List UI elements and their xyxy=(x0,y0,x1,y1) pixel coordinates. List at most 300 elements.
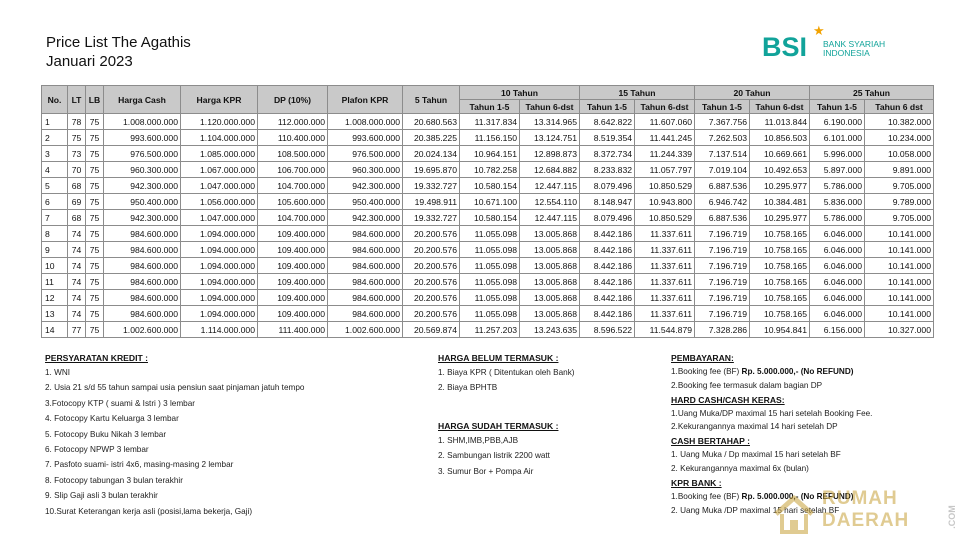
table-cell: 8.442.186 xyxy=(580,258,635,274)
table-cell: 13.314.965 xyxy=(520,114,580,130)
table-cell: 993.600.000 xyxy=(104,130,181,146)
table-cell: 11.337.611 xyxy=(635,290,695,306)
table-cell: 11.337.611 xyxy=(635,274,695,290)
table-cell: 109.400.000 xyxy=(258,290,328,306)
table-cell: 950.400.000 xyxy=(104,194,181,210)
table-cell: 1.094.000.000 xyxy=(181,226,258,242)
table-cell: 109.400.000 xyxy=(258,274,328,290)
table-cell: 1.008.000.000 xyxy=(104,114,181,130)
table-cell: 7.262.503 xyxy=(695,130,750,146)
table-cell: 976.500.000 xyxy=(104,146,181,162)
logo-text xyxy=(823,40,885,58)
table-cell: 5.836.000 xyxy=(810,194,865,210)
table-cell: 74 xyxy=(68,242,86,258)
list-item: 3.Fotocopy KTP ( suami & Istri ) 3 lembar xyxy=(45,398,196,408)
table-cell: 11.055.098 xyxy=(460,306,520,322)
table-cell: 75 xyxy=(86,210,104,226)
table-cell: 11.055.098 xyxy=(460,274,520,290)
list-item-bold: Rp. 5.000.000,- (No REFUND) xyxy=(741,367,854,376)
table-cell: 10.141.000 xyxy=(865,242,934,258)
table-cell: 10.382.000 xyxy=(865,114,934,130)
table-cell: 10.856.503 xyxy=(750,130,810,146)
table-cell: 10.943.800 xyxy=(635,194,695,210)
kpr-bank-title: KPR BANK : xyxy=(671,477,722,488)
col-header-5-tahun: 5 Tahun xyxy=(403,86,460,114)
table-cell: 10.758.165 xyxy=(750,290,810,306)
table-cell: 1.067.000.000 xyxy=(181,162,258,178)
table-row xyxy=(42,290,934,306)
table-cell: 20.385.225 xyxy=(403,130,460,146)
table-cell: 13.005.868 xyxy=(520,306,580,322)
table-cell: 5.786.000 xyxy=(810,210,865,226)
table-cell: 1.094.000.000 xyxy=(181,274,258,290)
table-cell: 5.786.000 xyxy=(810,178,865,194)
table-cell: 942.300.000 xyxy=(104,178,181,194)
table-cell: 77 xyxy=(68,322,86,338)
title-line-2: Januari 2023 xyxy=(46,53,133,70)
table-cell: 75 xyxy=(86,242,104,258)
list-item: 2. Usia 21 s/d 55 tahun sampai usia pensiun saat pinjaman jatuh tempo xyxy=(45,383,305,393)
table-cell: 8.079.496 xyxy=(580,178,635,194)
table-cell: 9 xyxy=(42,242,68,258)
table-cell: 960.300.000 xyxy=(104,162,181,178)
table-cell: 75 xyxy=(86,322,104,338)
table-cell: 11.057.797 xyxy=(635,162,695,178)
table-cell: 1.114.000.000 xyxy=(181,322,258,338)
table-row xyxy=(42,210,934,226)
table-row xyxy=(42,178,934,194)
sub-header: Tahun 1-5 xyxy=(460,100,520,114)
table-cell: 7 xyxy=(42,210,68,226)
table-cell: 984.600.000 xyxy=(328,258,403,274)
col-group-20-tahun: 20 Tahun xyxy=(695,86,810,100)
pembayaran-title: PEMBAYARAN: xyxy=(671,353,734,363)
table-cell: 75 xyxy=(86,178,104,194)
table-cell: 10.141.000 xyxy=(865,306,934,322)
table-cell: 1.008.000.000 xyxy=(328,114,403,130)
table-cell: 1.094.000.000 xyxy=(181,242,258,258)
logo-mark: BSI xyxy=(762,32,808,62)
price-table-body xyxy=(42,114,934,338)
table-cell: 7.196.719 xyxy=(695,290,750,306)
table-cell: 6.046.000 xyxy=(810,274,865,290)
table-cell: 1.002.600.000 xyxy=(104,322,181,338)
table-cell: 10.669.661 xyxy=(750,146,810,162)
table-cell: 106.700.000 xyxy=(258,162,328,178)
table-cell: 109.400.000 xyxy=(258,306,328,322)
table-cell: 20.024.134 xyxy=(403,146,460,162)
table-cell: 6.887.536 xyxy=(695,210,750,226)
table-cell: 6.190.000 xyxy=(810,114,865,130)
table-cell: 1.094.000.000 xyxy=(181,306,258,322)
harga-sudah-title: HARGA SUDAH TERMASUK : xyxy=(438,421,559,431)
table-cell: 9.705.000 xyxy=(865,178,934,194)
table-cell: 9.705.000 xyxy=(865,210,934,226)
watermark xyxy=(772,486,972,548)
bsi-logo xyxy=(762,23,942,68)
col-header-plafon: Plafon KPR xyxy=(328,86,403,114)
sub-header: Tahun 6-dst xyxy=(520,100,580,114)
table-cell: 20.200.576 xyxy=(403,274,460,290)
table-cell: 19.332.727 xyxy=(403,178,460,194)
table-cell: 8.372.734 xyxy=(580,146,635,162)
table-cell: 11 xyxy=(42,274,68,290)
table-cell: 12.447.115 xyxy=(520,178,580,194)
hard-cash-title: HARD CASH/CASH KERAS: xyxy=(671,394,785,405)
table-cell: 1.094.000.000 xyxy=(181,258,258,274)
table-cell: 993.600.000 xyxy=(328,130,403,146)
table-cell: 7.137.514 xyxy=(695,146,750,162)
table-cell: 10.327.000 xyxy=(865,322,934,338)
table-cell: 20.200.576 xyxy=(403,258,460,274)
table-cell: 75 xyxy=(86,114,104,130)
table-cell: 8.519.354 xyxy=(580,130,635,146)
table-row xyxy=(42,130,934,146)
sub-header: Tahun 6 dst xyxy=(865,100,934,114)
table-cell: 78 xyxy=(68,114,86,130)
table-cell: 11.257.203 xyxy=(460,322,520,338)
list-item: 1. SHM,IMB,PBB,AJB xyxy=(438,436,519,445)
table-cell: 10.580.154 xyxy=(460,178,520,194)
table-cell: 11.544.879 xyxy=(635,322,695,338)
table-row xyxy=(42,322,934,338)
table-cell: 7.196.719 xyxy=(695,242,750,258)
table-cell: 984.600.000 xyxy=(104,306,181,322)
watermark-line-2: DAERAH xyxy=(822,510,910,531)
table-cell: 1.085.000.000 xyxy=(181,146,258,162)
table-cell: 6.046.000 xyxy=(810,242,865,258)
table-cell: 13.005.868 xyxy=(520,242,580,258)
table-cell: 10.058.000 xyxy=(865,146,934,162)
table-cell: 14 xyxy=(42,322,68,338)
table-cell: 12.554.110 xyxy=(520,194,580,210)
table-cell: 9.891.000 xyxy=(865,162,934,178)
table-cell: 11.337.611 xyxy=(635,306,695,322)
harga-belum-section xyxy=(438,351,648,396)
table-cell: 10.758.165 xyxy=(750,274,810,290)
table-cell: 11.337.611 xyxy=(635,242,695,258)
table-cell: 6.046.000 xyxy=(810,226,865,242)
table-cell: 13.243.635 xyxy=(520,322,580,338)
table-row xyxy=(42,274,934,290)
table-cell: 7.328.286 xyxy=(695,322,750,338)
sub-header: Tahun 6-dst xyxy=(635,100,695,114)
table-cell: 74 xyxy=(68,226,86,242)
table-cell: 11.055.098 xyxy=(460,226,520,242)
cash-bertahap-title: CASH BERTAHAP : xyxy=(671,436,750,447)
col-header-harga-cash: Harga Cash xyxy=(104,86,181,114)
table-cell: 5 xyxy=(42,178,68,194)
table-cell: 1.047.000.000 xyxy=(181,210,258,226)
list-item: 2.Booking fee termasuk dalam bagian DP xyxy=(671,380,823,390)
list-item-bold: Rp. 5.000.000,- (No REFUND) xyxy=(741,491,854,501)
table-cell: 74 xyxy=(68,306,86,322)
table-cell: 8.233.832 xyxy=(580,162,635,178)
table-cell: 5.996.000 xyxy=(810,146,865,162)
table-cell: 984.600.000 xyxy=(328,226,403,242)
table-cell: 10.141.000 xyxy=(865,274,934,290)
table-row xyxy=(42,146,934,162)
table-cell: 13.005.868 xyxy=(520,258,580,274)
star-icon: ★ xyxy=(813,23,825,38)
table-cell: 11.441.245 xyxy=(635,130,695,146)
table-cell: 70 xyxy=(68,162,86,178)
table-cell: 8.442.186 xyxy=(580,242,635,258)
table-cell: 8.596.522 xyxy=(580,322,635,338)
table-cell: 6.946.742 xyxy=(695,194,750,210)
table-cell: 984.600.000 xyxy=(328,274,403,290)
table-cell: 6.046.000 xyxy=(810,258,865,274)
list-item-text: 1.Booking fee (BF) xyxy=(671,367,742,376)
col-header-no: No. xyxy=(42,86,68,114)
price-table xyxy=(41,85,934,338)
table-cell: 75 xyxy=(86,194,104,210)
table-cell: 8.442.186 xyxy=(580,226,635,242)
table-cell: 20.200.576 xyxy=(403,306,460,322)
table-row xyxy=(42,306,934,322)
logo-text-line-2: INDONESIA xyxy=(823,48,870,58)
table-cell: 109.400.000 xyxy=(258,226,328,242)
title-line-1: Price List The Agathis xyxy=(46,34,191,51)
table-cell: 6.887.536 xyxy=(695,178,750,194)
list-item: 1. WNI xyxy=(45,368,71,377)
table-cell: 12.898.873 xyxy=(520,146,580,162)
watermark-line-1: RUMAH xyxy=(822,488,898,509)
table-cell: 13.005.868 xyxy=(520,274,580,290)
persyaratan-title: PERSYARATAN KREDIT : xyxy=(45,353,148,363)
table-cell: 20.680.563 xyxy=(403,114,460,130)
table-cell: 10.758.165 xyxy=(750,306,810,322)
table-cell: 960.300.000 xyxy=(328,162,403,178)
table-cell: 6.046.000 xyxy=(810,306,865,322)
table-cell: 75 xyxy=(86,274,104,290)
watermark-suffix: .COM xyxy=(946,505,957,529)
harga-belum-title: HARGA BELUM TERMASUK : xyxy=(438,353,559,363)
table-cell: 2 xyxy=(42,130,68,146)
list-item: 2. Uang Muka /DP maximal 15 hari setelah BF xyxy=(671,505,840,515)
table-cell: 984.600.000 xyxy=(328,306,403,322)
table-cell: 10.384.481 xyxy=(750,194,810,210)
table-cell: 950.400.000 xyxy=(328,194,403,210)
table-cell: 13.005.868 xyxy=(520,226,580,242)
table-cell: 10.964.151 xyxy=(460,146,520,162)
table-cell: 984.600.000 xyxy=(328,242,403,258)
table-cell: 11.337.611 xyxy=(635,258,695,274)
list-item: 1. Uang Muka / Dp maximal 15 hari setelah BF xyxy=(671,450,841,460)
house-icon xyxy=(772,492,816,536)
table-cell: 6.046.000 xyxy=(810,290,865,306)
table-cell: 13 xyxy=(42,306,68,322)
table-cell: 13.005.868 xyxy=(520,290,580,306)
table-cell: 10 xyxy=(42,258,68,274)
list-item: 2. Sambungan listrik 2200 watt xyxy=(438,451,550,461)
table-cell: 976.500.000 xyxy=(328,146,403,162)
table-cell: 73 xyxy=(68,146,86,162)
table-cell: 10.782.258 xyxy=(460,162,520,178)
table-cell: 7.196.719 xyxy=(695,274,750,290)
table-cell: 10.295.977 xyxy=(750,178,810,194)
table-cell: 11.317.834 xyxy=(460,114,520,130)
table-cell: 7.367.756 xyxy=(695,114,750,130)
table-cell: 6.101.000 xyxy=(810,130,865,146)
col-header-harga-kpr: Harga KPR xyxy=(181,86,258,114)
col-group-10-tahun: 10 Tahun xyxy=(460,86,580,100)
logo-text-line-1: BANK SYARIAH xyxy=(823,39,886,49)
table-row xyxy=(42,226,934,242)
col-group-25-tahun: 25 Tahun xyxy=(810,86,934,100)
table-cell: 13.124.751 xyxy=(520,130,580,146)
list-item: 6. Fotocopy NPWP 3 lembar xyxy=(45,445,149,455)
table-cell: 942.300.000 xyxy=(328,178,403,194)
table-cell: 7.196.719 xyxy=(695,306,750,322)
list-item: 2.Kekurangannya maximal 14 hari setelah DP xyxy=(671,422,838,432)
table-cell: 10.492.653 xyxy=(750,162,810,178)
table-row xyxy=(42,114,934,130)
table-cell: 7.019.104 xyxy=(695,162,750,178)
table-cell: 8 xyxy=(42,226,68,242)
list-item: 5. Fotocopy Buku Nikah 3 lembar xyxy=(45,429,167,439)
table-cell: 11.244.339 xyxy=(635,146,695,162)
list-item-text: 1.Booking fee (BF) xyxy=(671,491,742,501)
table-cell: 112.000.000 xyxy=(258,114,328,130)
table-cell: 984.600.000 xyxy=(104,290,181,306)
table-cell: 104.700.000 xyxy=(258,178,328,194)
table-cell: 11.607.060 xyxy=(635,114,695,130)
table-cell: 11.055.098 xyxy=(460,290,520,306)
table-cell: 5.897.000 xyxy=(810,162,865,178)
table-row xyxy=(42,162,934,178)
table-cell: 74 xyxy=(68,290,86,306)
table-cell: 74 xyxy=(68,258,86,274)
table-header-row-1 xyxy=(42,86,934,100)
table-cell: 8.079.496 xyxy=(580,210,635,226)
table-cell: 10.758.165 xyxy=(750,258,810,274)
table-cell: 984.600.000 xyxy=(104,258,181,274)
table-cell: 20.200.576 xyxy=(403,242,460,258)
list-item xyxy=(671,365,931,379)
table-cell: 10.850.529 xyxy=(635,178,695,194)
persyaratan-section xyxy=(45,351,405,519)
table-cell: 19.498.911 xyxy=(403,194,460,210)
table-cell: 75 xyxy=(86,306,104,322)
table-row xyxy=(42,242,934,258)
table-cell: 74 xyxy=(68,274,86,290)
table-cell: 10.758.165 xyxy=(750,242,810,258)
sub-header: Tahun 1-5 xyxy=(810,100,865,114)
table-cell: 10.234.000 xyxy=(865,130,934,146)
table-cell: 8.442.186 xyxy=(580,274,635,290)
table-cell: 110.400.000 xyxy=(258,130,328,146)
table-cell: 11.156.150 xyxy=(460,130,520,146)
table-cell: 1.002.600.000 xyxy=(328,322,403,338)
table-cell: 20.200.576 xyxy=(403,290,460,306)
table-cell: 75 xyxy=(86,226,104,242)
table-cell: 1.056.000.000 xyxy=(181,194,258,210)
table-cell: 108.500.000 xyxy=(258,146,328,162)
list-item: 2. Biaya BPHTB xyxy=(438,383,498,393)
table-cell: 20.200.576 xyxy=(403,226,460,242)
table-cell: 68 xyxy=(68,210,86,226)
list-item: 7. Pasfoto suami- istri 4x6, masing-masing 2 lembar xyxy=(45,460,234,470)
table-cell: 12 xyxy=(42,290,68,306)
table-cell: 10.758.165 xyxy=(750,226,810,242)
table-cell: 6.156.000 xyxy=(810,322,865,338)
table-cell: 75 xyxy=(86,258,104,274)
table-cell: 75 xyxy=(86,146,104,162)
table-cell: 7.196.719 xyxy=(695,258,750,274)
col-header-dp: DP (10%) xyxy=(258,86,328,114)
table-cell: 10.671.100 xyxy=(460,194,520,210)
table-cell: 10.580.154 xyxy=(460,210,520,226)
table-cell: 10.141.000 xyxy=(865,258,934,274)
col-group-15-tahun: 15 Tahun xyxy=(580,86,695,100)
table-cell: 10.954.841 xyxy=(750,322,810,338)
table-cell: 1.120.000.000 xyxy=(181,114,258,130)
col-header-lt: LT xyxy=(68,86,86,114)
table-cell: 7.196.719 xyxy=(695,226,750,242)
table-row xyxy=(42,258,934,274)
table-cell: 104.700.000 xyxy=(258,210,328,226)
page-title xyxy=(46,33,191,71)
table-cell: 11.055.098 xyxy=(460,258,520,274)
sub-header: Tahun 1-5 xyxy=(580,100,635,114)
table-cell: 11.055.098 xyxy=(460,242,520,258)
table-cell: 12.684.882 xyxy=(520,162,580,178)
harga-sudah-section xyxy=(438,419,648,479)
table-cell: 10.141.000 xyxy=(865,290,934,306)
table-cell: 11.013.844 xyxy=(750,114,810,130)
table-cell: 1 xyxy=(42,114,68,130)
list-item: 8. Fotocopy tabungan 3 bulan terakhir xyxy=(45,475,183,485)
table-cell: 3 xyxy=(42,146,68,162)
table-cell: 9.789.000 xyxy=(865,194,934,210)
table-cell: 10.295.977 xyxy=(750,210,810,226)
table-cell: 10.141.000 xyxy=(865,226,934,242)
table-cell: 984.600.000 xyxy=(104,274,181,290)
col-header-lb: LB xyxy=(86,86,104,114)
table-cell: 942.300.000 xyxy=(328,210,403,226)
table-cell: 942.300.000 xyxy=(104,210,181,226)
table-cell: 20.569.874 xyxy=(403,322,460,338)
table-cell: 109.400.000 xyxy=(258,258,328,274)
list-item: 1. Biaya KPR ( Ditentukan oleh Bank) xyxy=(438,368,575,377)
table-cell: 111.400.000 xyxy=(258,322,328,338)
table-cell: 19.332.727 xyxy=(403,210,460,226)
table-cell: 12.447.115 xyxy=(520,210,580,226)
table-cell: 69 xyxy=(68,194,86,210)
table-cell: 75 xyxy=(86,130,104,146)
table-cell: 109.400.000 xyxy=(258,242,328,258)
table-cell: 8.642.822 xyxy=(580,114,635,130)
table-cell: 75 xyxy=(86,290,104,306)
table-cell: 68 xyxy=(68,178,86,194)
list-item: 1.Uang Muka/DP maximal 15 hari setelah Booking Fee. xyxy=(671,408,873,418)
table-cell: 6 xyxy=(42,194,68,210)
table-cell: 10.850.529 xyxy=(635,210,695,226)
list-item: 4. Fotocopy Kartu Keluarga 3 lembar xyxy=(45,414,179,424)
table-cell: 11.337.611 xyxy=(635,226,695,242)
sub-header: Tahun 6-dst xyxy=(750,100,810,114)
table-cell: 1.047.000.000 xyxy=(181,178,258,194)
table-cell: 1.104.000.000 xyxy=(181,130,258,146)
table-cell: 4 xyxy=(42,162,68,178)
table-cell: 984.600.000 xyxy=(104,226,181,242)
table-cell: 75 xyxy=(68,130,86,146)
table-cell: 105.600.000 xyxy=(258,194,328,210)
table-cell: 19.695.870 xyxy=(403,162,460,178)
list-item: 2. Kekurangannya maximal 6x (bulan) xyxy=(671,463,809,473)
table-row xyxy=(42,194,934,210)
